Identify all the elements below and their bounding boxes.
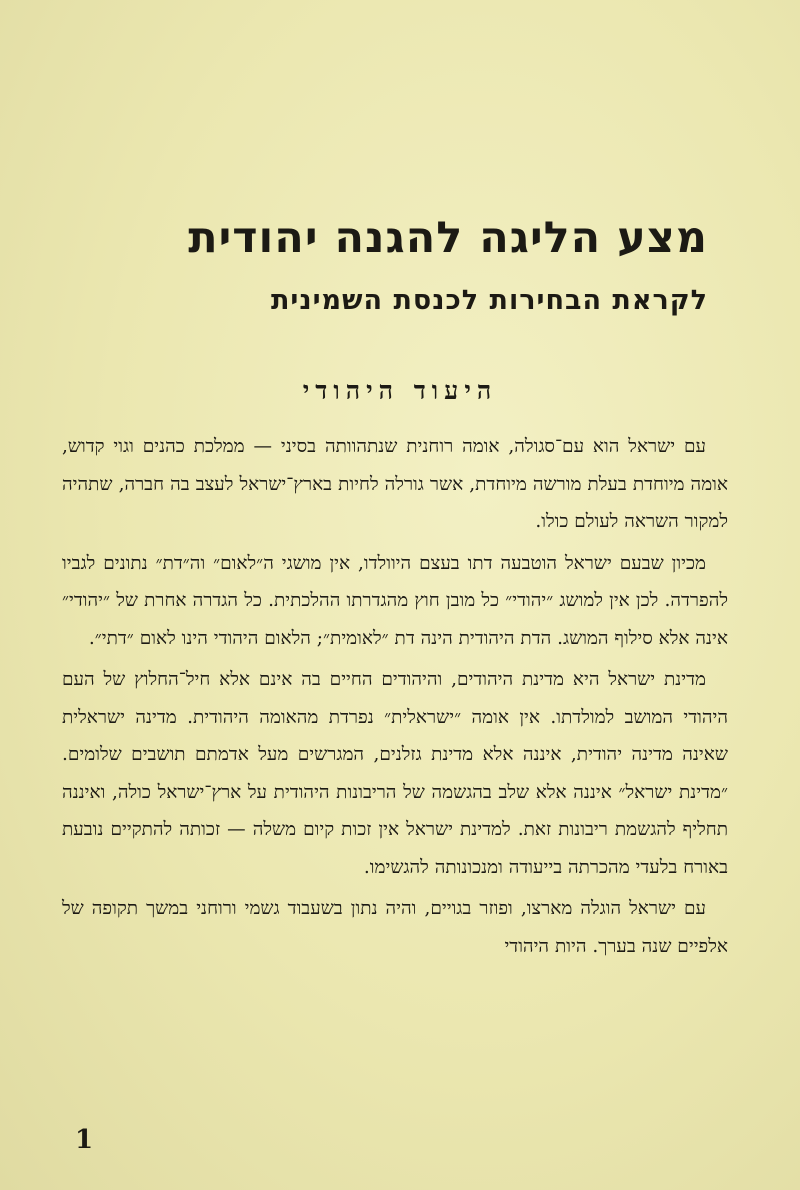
paragraph: מדינת ישראל היא מדינת היהודים, והיהודים החיים בה אינם אלא חיל־החלוץ של העם היהודי המושב למולדתו. אין אומה ״ישראלית״ נפרדת מהאומה היהודית. מדינה ישראלית שאינה מדינה יהודית, איננה אלא מדינת גזלנים, המגרשים מעל אדמתם תושבים שלומים. ״מדינת ישראל״ איננה אלא שלב בהגשמה של הריבונות היהודית על ארץ־ישראל כולה, ואיננה תחליף להגשמת ריבונות זאת. למדינת ישראל אין זכות קיום משלה — זכותה להתקיים נובעת באורח בלעדי מהכרתה בייעודה ומנכונותה להגשימו. [62,669,728,878]
paragraph: עם ישראל הוגלה מארצו, ופוזר בגויים, והיה נתון בשעבוד גשמי ורוחני במשך תקופה של אלפיים שנה בערך. היות היהודי [62,898,728,957]
document-subtitle: לקראת הבחירות לכנסת השמינית [270,285,708,316]
body-text [62,428,728,969]
paragraph: מכיון שבעם ישראל הוטבעה דתו בעצם היוולדו, אין מושגי ה״לאום״ וה״דת״ נתונים לגביו להפרדה. לכן אין למושג ״יהודי״ כל מובן חוץ מהגדרתו ההלכתית. כל הגדרה אחרת של ״יהודי״ אינה אלא סילוף המושג. הדת היהודית הינה דת ״לאומית״; הלאום היהודי הינו לאום ״דתי״. [62,552,728,649]
section-heading: היעוד היהודי [302,376,498,405]
paragraph: עם ישראל הוא עם־סגולה, אומה רוחנית שנתהוותה בסיני — ממלכת כהנים וגוי קדוש, אומה מיוחדת בעלת מורשה מיוחדת, אשר גורלה לחיות בארץ־ישראל לעצב בה חברה, שתהיה למקור השראה לעולם כולו. [62,436,728,532]
document-title: מצע הליגה להגנה יהודית [188,213,708,263]
page-number: 1 [75,1125,94,1155]
